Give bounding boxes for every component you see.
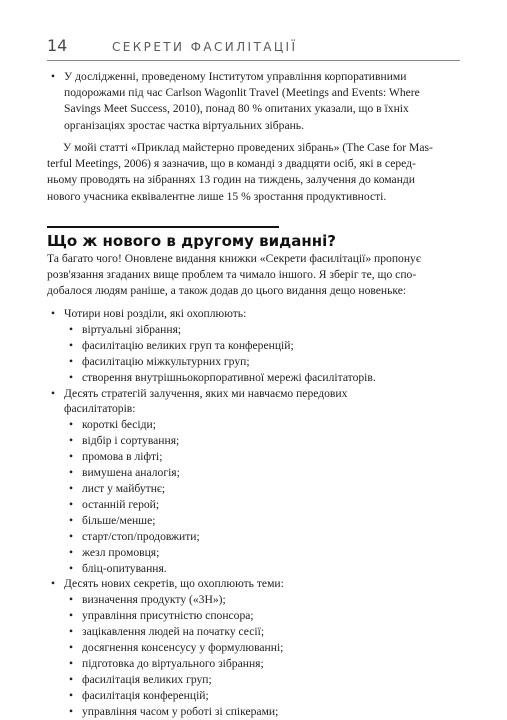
sub-list-item-label: короткі бесіди;: [82, 418, 156, 432]
sub-list-item-label: фасилітація великих груп;: [82, 672, 212, 686]
bullet-icon: •: [69, 354, 74, 368]
sub-list-item-label: лист у майбутнє;: [82, 481, 166, 495]
bullet-icon: •: [69, 338, 74, 352]
sub-list-item-label: вимушена аналогія;: [82, 466, 180, 480]
bullet-icon: •: [69, 529, 74, 543]
sub-list-item-label: зацікавлення людей на початку сесії;: [82, 625, 265, 639]
sub-list-item-label: створення внутрішньокорпоративної мережі фасилітаторів.: [82, 370, 376, 384]
page-header: [0, 36, 507, 62]
sub-list-item: [47, 449, 459, 465]
sub-list-item: [47, 529, 459, 545]
bullet-icon: •: [51, 386, 56, 400]
sub-list-item: [47, 497, 459, 513]
sub-list-item: [47, 465, 459, 481]
sub-list-item-label: бліц-опитування.: [82, 561, 167, 575]
sub-list-item: [47, 354, 459, 370]
list-item-label: Чотири нові розділи, які охоплюють:: [64, 307, 247, 320]
sub-list-item: [47, 608, 459, 624]
intro-bullet-line: Savings Meet Success, 2010), понад 80 % опитаних указали, що в їхніх: [64, 102, 409, 116]
sub-list-item-label: фасилітація конференцій;: [82, 688, 209, 702]
bullet-icon: •: [69, 641, 74, 655]
bullet-icon: •: [69, 370, 74, 384]
sub-list-item-label: визначення продукту («3Н»);: [82, 593, 226, 607]
bullet-icon: •: [69, 656, 74, 670]
sub-list-item-label: віртуальні зібрання;: [82, 322, 182, 336]
list-item-label: фасилітаторів:: [64, 402, 136, 416]
bullet-icon: •: [51, 307, 56, 320]
sub-list-item-label: останній герой;: [82, 497, 160, 511]
paragraph-line: terful Meetings, 2006) я зазначив, що в команді з двадцяти осіб, які в серед-: [47, 157, 416, 171]
sub-list-item: [47, 672, 459, 688]
list-item: [47, 576, 459, 592]
sub-list-item: [47, 704, 459, 720]
running-title: СЕКРЕТИ ФАСИЛІТАЦІЇ: [112, 40, 298, 54]
sub-list-item: [47, 338, 459, 354]
sub-list-item-label: фасилітацію великих груп та конференцій;: [82, 338, 294, 352]
bullet-icon: •: [69, 513, 74, 527]
sub-list-item: [47, 417, 459, 433]
sub-list-item: [47, 481, 459, 497]
sub-list-item: [47, 688, 459, 704]
bullet-icon: •: [69, 688, 74, 702]
bullet-icon: •: [69, 609, 74, 623]
sub-list-item-label: відбір і сортування;: [82, 434, 180, 448]
sub-list-item-label: підготовка до віртуального зібрання;: [82, 656, 264, 670]
section-heading: Що ж нового в другому виданні?: [47, 226, 279, 252]
intro-bullet: [47, 69, 459, 134]
bullet-icon: •: [69, 625, 74, 639]
list-item-label: Десять нових секретів, що охоплюють теми:: [64, 577, 284, 591]
header-rule: [47, 60, 460, 61]
sub-list-item-label: більше/менше;: [82, 513, 156, 527]
sub-list-item: [47, 640, 459, 656]
bullet-icon: •: [69, 672, 74, 686]
sub-list-item-label: управління присутністю спонсора;: [82, 609, 254, 623]
new-content-list: [47, 306, 459, 720]
bullet-icon: •: [51, 70, 56, 83]
bullet-icon: •: [69, 497, 74, 511]
article-paragraph: [47, 140, 459, 205]
bullet-icon: •: [69, 545, 74, 559]
section-intro-line: розв'язання згаданих вище проблем та чимало іншого. Я зберіг те, що спо-: [47, 268, 417, 282]
bullet-icon: •: [69, 418, 74, 432]
sub-list-item: [47, 433, 459, 449]
intro-bullet-line: організаціях зростає частка віртуальних зібрань.: [64, 118, 304, 132]
sub-list-item-label: старт/стоп/продовжити;: [82, 529, 200, 543]
bullet-icon: •: [69, 434, 74, 448]
section-intro: [47, 251, 459, 300]
bullet-icon: •: [51, 577, 56, 591]
sub-list-item: [47, 545, 459, 561]
bullet-icon: •: [69, 704, 74, 718]
paragraph-line: нового учасника еквівалентне лише 15 % зростання продуктивності.: [47, 189, 387, 203]
sub-list-item-label: управління часом у роботі зі спікерами;: [82, 704, 279, 718]
list-item: [47, 386, 459, 418]
sub-list-item-label: промова в ліфті;: [82, 450, 163, 464]
sub-list-item: [47, 592, 459, 608]
section-intro-line: добалося людям раніше, а також додав до цього видання дещо новеньке:: [47, 284, 407, 298]
sub-list-item-label: досягнення консенсусу у формулюванні;: [82, 641, 284, 655]
bullet-icon: •: [69, 593, 74, 607]
section-intro-line: Та багато чого! Оновлене видання книжки «Секрети фасилітації» пропонує: [47, 252, 421, 265]
intro-bullet-line: У дослідженні, проведеному Інститутом управління корпоративними: [64, 70, 407, 83]
sub-list-item: [47, 513, 459, 529]
paragraph-line: У мойі статті «Приклад майстерно проведених зібрань» (The Case for Mas-: [63, 141, 433, 154]
sub-list-item-label: жезл промовця;: [82, 545, 160, 559]
bullet-icon: •: [69, 561, 74, 575]
list-item: [47, 306, 459, 322]
sub-list-item: [47, 370, 459, 386]
paragraph-line: ньому проводять на зібраннях 13 годин на тиждень, залучення до команди: [47, 173, 416, 187]
intro-bullet-line: подорожами під час Carlson Wagonlit Travel (Meetings and Events: Where: [64, 86, 420, 100]
bullet-icon: •: [69, 481, 74, 495]
sub-list-item: [47, 656, 459, 672]
sub-list-item: [47, 561, 459, 577]
bullet-icon: •: [69, 450, 74, 464]
sub-list-item-label: фасилітацію міжкультурних груп;: [82, 354, 250, 368]
bullet-icon: •: [69, 466, 74, 480]
sub-list-item: [47, 322, 459, 338]
sub-list-item: [47, 624, 459, 640]
page-number: 14: [47, 36, 68, 55]
list-item-label: Десять стратегій залучення, яких ми навчаємо передових: [64, 386, 348, 400]
bullet-icon: •: [69, 322, 74, 336]
